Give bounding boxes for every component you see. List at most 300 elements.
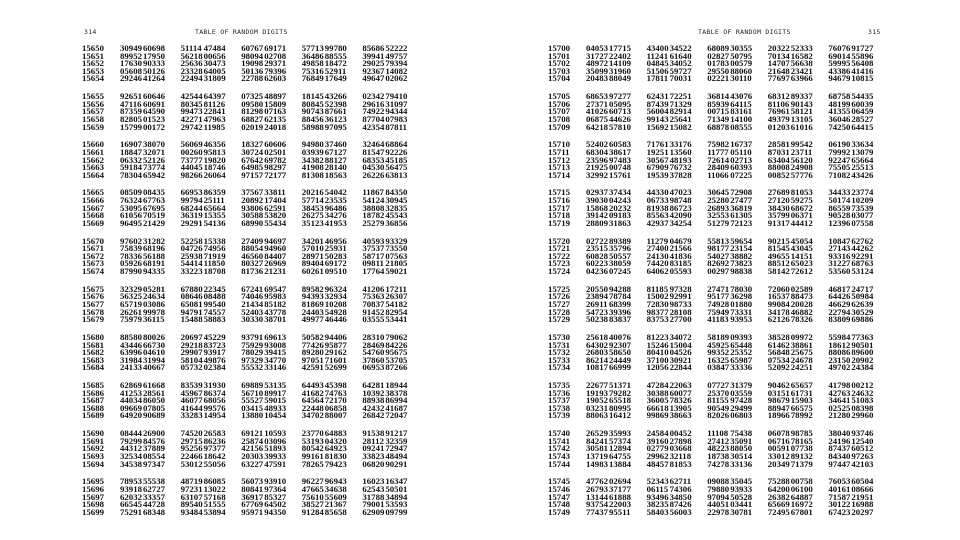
digit-group: 15799 bbox=[120, 121, 142, 132]
digit-group: 92307 bbox=[609, 339, 631, 350]
digit-group: 34254 bbox=[669, 217, 692, 228]
digit-group: 29162 bbox=[324, 347, 347, 358]
digit-group: 11108 bbox=[707, 428, 729, 439]
digit-group: 78336 bbox=[120, 250, 142, 261]
line-number: 15669 bbox=[82, 217, 104, 228]
digit-group: 69014 bbox=[828, 50, 851, 61]
digit-group: 58121 bbox=[790, 106, 813, 117]
digit-group: 29550 bbox=[707, 65, 730, 76]
digit-group: 98297 bbox=[264, 162, 287, 173]
digit-group: 87426 bbox=[669, 499, 692, 510]
line-number: 15714 bbox=[548, 169, 570, 180]
digit-group-pair bbox=[301, 217, 363, 228]
digit-group: 56408 bbox=[851, 58, 874, 69]
digit-group-pair bbox=[120, 75, 181, 83]
digit-group: 14100 bbox=[730, 113, 753, 124]
digit-group: 77363 bbox=[851, 331, 874, 342]
digit-group: 16023 bbox=[362, 476, 385, 487]
line-number: 15691 bbox=[82, 435, 104, 446]
digit-group-pair bbox=[120, 506, 181, 517]
digit-group: 28310 bbox=[362, 331, 385, 342]
digit-group: 60691 bbox=[143, 98, 165, 109]
digit-group: 03086 bbox=[143, 298, 165, 309]
digit-group: 63996 bbox=[120, 347, 142, 358]
line-number: 15731 bbox=[548, 339, 570, 350]
digit-group: 51114 bbox=[180, 43, 202, 53]
line-number: 15668 bbox=[82, 210, 104, 221]
line-number: 15720 bbox=[548, 235, 570, 246]
digit-group: 30588 bbox=[241, 210, 264, 221]
digit-group: 77426 bbox=[301, 339, 324, 350]
digit-group: 79394 bbox=[385, 58, 408, 69]
line-number: 15729 bbox=[548, 314, 570, 325]
digit-group: 43778 bbox=[264, 306, 287, 317]
digit-group: 58650 bbox=[609, 347, 631, 358]
digit-group: 54027 bbox=[707, 250, 730, 261]
digit-group: 00579 bbox=[730, 58, 753, 69]
digit-group: 30330 bbox=[241, 314, 264, 325]
line-number: 15693 bbox=[82, 451, 104, 462]
digit-group: 79396 bbox=[264, 65, 287, 76]
digit-group: 89389 bbox=[609, 235, 631, 246]
digit-group: 78029 bbox=[241, 347, 264, 358]
digit-group: 36115 bbox=[143, 314, 165, 325]
digit-group-pair bbox=[120, 169, 181, 180]
digit-group: 33811 bbox=[264, 187, 286, 198]
digit-group: 16412 bbox=[609, 410, 631, 421]
digit-group: 10209 bbox=[851, 195, 874, 206]
digit-group: 34052 bbox=[669, 58, 692, 69]
digit-group: 03847 bbox=[707, 362, 730, 373]
digit-group: 81298 bbox=[241, 106, 264, 117]
digit-group: 27898 bbox=[669, 435, 692, 446]
digit-group: 87439 bbox=[646, 98, 669, 109]
digit-group-pair bbox=[767, 506, 829, 517]
digit-group: 28469 bbox=[362, 339, 385, 350]
digit-group: 75291 bbox=[120, 506, 142, 517]
digit-group: 90743 bbox=[301, 106, 324, 117]
digit-group: 23894 bbox=[586, 291, 608, 302]
digit-group: 60583 bbox=[609, 139, 631, 150]
line-number: 15728 bbox=[548, 306, 570, 317]
digit-group: 22003 bbox=[609, 499, 631, 510]
digit-group: 70134 bbox=[767, 50, 790, 61]
digit-group: 64062 bbox=[646, 266, 669, 276]
digit-group: 49655 bbox=[767, 250, 790, 261]
row-block bbox=[82, 45, 423, 83]
digit-group: 72251 bbox=[669, 91, 692, 102]
digit-group: 07245 bbox=[609, 266, 631, 276]
digit-group: 74557 bbox=[203, 306, 226, 317]
digit-group: 37434 bbox=[609, 187, 631, 198]
digit-group: 94980 bbox=[301, 139, 324, 150]
digit-group-pair bbox=[646, 217, 708, 228]
digit-group: 60512 bbox=[851, 443, 874, 454]
digit-group: 16582 bbox=[790, 50, 813, 61]
line-number: 15660 bbox=[82, 139, 104, 150]
random-digits-table-left bbox=[82, 45, 423, 527]
digit-group-pair bbox=[586, 217, 647, 228]
digit-group: 97483 bbox=[609, 154, 631, 165]
digit-group: 11066 bbox=[707, 169, 729, 180]
digit-group: 06190 bbox=[828, 139, 851, 150]
digit-group: 35099 bbox=[586, 65, 608, 76]
digit-group: 39142 bbox=[586, 210, 608, 221]
digit-group: 73550 bbox=[385, 243, 408, 254]
digit-group: 10593 bbox=[264, 428, 287, 439]
digit-group: 10817 bbox=[586, 362, 608, 373]
digit-group: 95675 bbox=[385, 347, 408, 358]
digit-group: 98733 bbox=[669, 298, 692, 309]
digit-group: 34538 bbox=[120, 458, 142, 469]
digit-group: 56004 bbox=[646, 106, 669, 117]
digit-group: 30645 bbox=[707, 187, 730, 198]
digit-group: 45185 bbox=[385, 154, 408, 165]
digit-group: 26226 bbox=[362, 169, 385, 180]
digit-group: 63227 bbox=[241, 458, 264, 469]
digit-group: 95177 bbox=[707, 291, 730, 302]
digit-group: 48199 bbox=[828, 98, 851, 109]
digit-group: 04679 bbox=[669, 235, 692, 246]
digit-group: 68304 bbox=[586, 146, 608, 157]
digit-group: 30110 bbox=[730, 73, 752, 84]
digit-group: 63813 bbox=[385, 169, 408, 180]
digit-group: 56069 bbox=[180, 139, 203, 150]
digit-group-pair bbox=[767, 458, 829, 469]
digit-group: 26911 bbox=[586, 298, 608, 309]
digit-group: 65448 bbox=[730, 339, 753, 350]
digit-group: 55532 bbox=[241, 362, 264, 373]
digit-group: 72612 bbox=[790, 266, 813, 276]
digit-group: 62711 bbox=[669, 476, 692, 487]
digit-group: 20297 bbox=[851, 506, 874, 517]
digit-group: 82692 bbox=[707, 258, 730, 269]
digit-group: 65664 bbox=[851, 154, 874, 165]
line-number: 15706 bbox=[548, 98, 570, 109]
digit-group: 48972 bbox=[586, 58, 608, 69]
digit-group: 96227 bbox=[301, 476, 324, 487]
digit-group: 38070 bbox=[143, 139, 165, 150]
line-number: 15749 bbox=[548, 506, 570, 517]
digit-group-pair bbox=[768, 316, 829, 324]
digit-group: 94288 bbox=[609, 283, 631, 294]
digit-group: 05732 bbox=[180, 362, 203, 373]
digit-group: 81126 bbox=[203, 98, 226, 109]
digit-group-pair bbox=[647, 316, 708, 324]
digit-group: 71919 bbox=[203, 250, 226, 261]
digit-group: 93496 bbox=[646, 491, 669, 502]
digit-group: 96943 bbox=[324, 476, 347, 487]
digit-group: 61888 bbox=[609, 491, 631, 502]
line-number: 15748 bbox=[548, 499, 570, 510]
digit-group: 01203 bbox=[767, 121, 790, 132]
digit-group: 30355 bbox=[730, 43, 753, 53]
digit-group: 12540 bbox=[851, 435, 874, 446]
digit-group: 68878 bbox=[707, 121, 730, 132]
digit-group: 83753 bbox=[646, 314, 669, 325]
digit-group: 57810 bbox=[609, 121, 631, 132]
digit-group: 08509 bbox=[120, 187, 142, 198]
digit-group-pair bbox=[302, 364, 363, 372]
row-block bbox=[548, 430, 889, 468]
digit-group: 21925 bbox=[586, 162, 608, 173]
digit-group: 43400 bbox=[646, 43, 669, 53]
digit-group: 09811 bbox=[362, 258, 384, 269]
digit-group: 31379 bbox=[730, 380, 753, 391]
digit-group-pair bbox=[647, 268, 708, 276]
digit-group: 57713 bbox=[301, 43, 324, 53]
line-number: 15677 bbox=[82, 298, 104, 309]
digit-group: 26969 bbox=[264, 258, 287, 269]
digit-group: 50174 bbox=[828, 195, 851, 206]
digit-group: 26307 bbox=[385, 291, 408, 302]
digit-group: 60223 bbox=[586, 258, 608, 269]
digit-group: 41836 bbox=[669, 250, 692, 261]
digit-group-pair bbox=[181, 364, 242, 372]
digit-group: 18612 bbox=[828, 339, 851, 350]
line-number: 15674 bbox=[82, 266, 104, 276]
digit-group: 04610 bbox=[143, 347, 165, 358]
digit-group: 07805 bbox=[143, 402, 165, 413]
digit-group: 20303 bbox=[241, 451, 264, 462]
digit-group: 26529 bbox=[586, 428, 608, 439]
digit-group: 56073 bbox=[241, 476, 264, 487]
digit-group: 34178 bbox=[767, 306, 790, 317]
digit-group: 02221 bbox=[707, 73, 730, 84]
digit-group: 10208 bbox=[324, 298, 347, 309]
row-block bbox=[82, 189, 423, 227]
digit-group: 45054 bbox=[790, 235, 813, 246]
digit-group: 47484 bbox=[203, 43, 226, 53]
digit-group: 69782 bbox=[264, 154, 287, 165]
digit-group: 87437 bbox=[828, 443, 851, 454]
digit-group: 60606 bbox=[264, 139, 287, 150]
line-number: 15736 bbox=[548, 387, 570, 398]
digit-group: 04845 bbox=[646, 58, 669, 69]
digit-group-pair bbox=[707, 412, 768, 420]
digit-group: 68353 bbox=[362, 154, 385, 165]
line-number: 15707 bbox=[548, 106, 570, 117]
digit-group: 68827 bbox=[241, 113, 264, 124]
digit-group: 56003 bbox=[669, 506, 692, 517]
digit-group: 06332 bbox=[120, 154, 142, 165]
digit-group: 97094 bbox=[707, 491, 730, 502]
line-number: 15710 bbox=[548, 139, 570, 150]
digit-group: 43386 bbox=[828, 65, 851, 76]
digit-group: 16972 bbox=[790, 499, 813, 510]
digit-group: 91452 bbox=[362, 306, 385, 317]
digit-group: 56475 bbox=[385, 162, 408, 173]
digit-group: 06953 bbox=[362, 362, 385, 373]
digit-group: 48193 bbox=[669, 154, 692, 165]
digit-group: 33176 bbox=[669, 139, 692, 150]
digit-group: 28527 bbox=[851, 113, 874, 124]
digit-group: 31994 bbox=[143, 354, 165, 365]
digit-group: 22466 bbox=[180, 451, 203, 462]
digit-group: 48719 bbox=[180, 476, 203, 487]
digit-group: 25352 bbox=[730, 347, 753, 358]
digit-group: 55813 bbox=[707, 235, 730, 246]
digit-group: 22402 bbox=[609, 50, 631, 61]
digit-group: 30781 bbox=[730, 506, 753, 517]
digit-group: 94406 bbox=[324, 331, 347, 342]
digit-group-pair bbox=[241, 458, 302, 469]
digit-group: 15692 bbox=[646, 121, 669, 132]
digit-group: 05110 bbox=[730, 146, 752, 157]
digit-group: 89132 bbox=[790, 451, 813, 462]
digit-group: 95813 bbox=[203, 146, 226, 157]
digit-group: 28561 bbox=[143, 387, 165, 398]
digit-group: 99780 bbox=[324, 43, 347, 53]
digit-group: 99978 bbox=[143, 306, 165, 317]
digit-group: 52258 bbox=[180, 235, 203, 246]
digit-group: 22677 bbox=[586, 380, 608, 391]
digit-group: 68244 bbox=[180, 202, 203, 213]
line-number: 15680 bbox=[82, 331, 104, 342]
digit-group: 14983 bbox=[586, 458, 608, 469]
digit-group: 29499 bbox=[730, 402, 753, 413]
digit-group: 73777 bbox=[180, 154, 203, 165]
digit-group: 76324 bbox=[120, 195, 142, 206]
digit-group: 05281 bbox=[143, 283, 165, 294]
digit-group: 45925 bbox=[707, 339, 730, 350]
digit-group: 88938 bbox=[362, 395, 385, 406]
digit-group: 23154 bbox=[730, 243, 753, 254]
digit-group: 97347 bbox=[143, 458, 165, 469]
digit-group: 09183 bbox=[609, 210, 631, 221]
digit-group: 52343 bbox=[646, 476, 669, 487]
digit-group: 90215 bbox=[767, 235, 790, 246]
digit-group: 78165 bbox=[790, 435, 813, 446]
digit-group: 41644 bbox=[180, 402, 203, 413]
digit-group: 79282 bbox=[609, 387, 631, 398]
digit-group: 20697 bbox=[180, 331, 203, 342]
digit-group: 83837 bbox=[609, 314, 631, 325]
line-number: 15681 bbox=[82, 339, 104, 350]
digit-group: 82954 bbox=[385, 306, 408, 317]
digit-group: 58104 bbox=[180, 354, 203, 365]
digit-group: 28971 bbox=[301, 250, 324, 261]
digit-group: 23328 bbox=[180, 65, 203, 76]
digit-group-pair bbox=[362, 412, 423, 420]
digit-group: 60504 bbox=[851, 476, 874, 487]
digit-group-pair bbox=[707, 217, 768, 228]
digit-group: 72830 bbox=[646, 298, 669, 309]
digit-group: 19052 bbox=[586, 395, 608, 406]
digit-group: 13905 bbox=[669, 402, 692, 413]
digit-group: 92226 bbox=[385, 146, 408, 157]
digit-group: 72060 bbox=[767, 283, 790, 294]
line-number: 15670 bbox=[82, 235, 104, 246]
line-number: 15745 bbox=[548, 476, 570, 487]
digit-group: 34770 bbox=[264, 354, 287, 365]
digit-group: 80345 bbox=[180, 98, 203, 109]
digit-group: 39030 bbox=[586, 195, 608, 206]
line-number: 15697 bbox=[82, 491, 104, 502]
line-number: 15667 bbox=[82, 202, 104, 213]
digit-group-pair bbox=[707, 169, 768, 180]
digit-group: 34201 bbox=[301, 235, 324, 246]
digit-group: 84340 bbox=[828, 451, 851, 462]
digit-group: 34850 bbox=[669, 491, 692, 502]
digit-group: 84350 bbox=[385, 187, 408, 198]
digit-group: 42591 bbox=[301, 362, 324, 373]
digit-group: 74520 bbox=[180, 428, 203, 439]
digit-group: 20902 bbox=[851, 354, 874, 365]
digit-group: 57010 bbox=[301, 243, 324, 254]
digit-group: 75982 bbox=[707, 139, 730, 150]
digit-group: 42544 bbox=[180, 91, 203, 102]
digit-group: 69172 bbox=[324, 258, 347, 269]
digit-group: 41253 bbox=[120, 387, 142, 398]
digit-group: 93933 bbox=[730, 484, 753, 494]
digit-group: 47665 bbox=[301, 484, 324, 494]
digit-group: 76732 bbox=[669, 162, 692, 173]
digit-group: 21231 bbox=[264, 266, 287, 276]
digit-group: 23515 bbox=[586, 243, 608, 254]
digit-group-pair bbox=[647, 412, 708, 420]
digit-group: 76053 bbox=[828, 476, 851, 487]
digit-group: 87704 bbox=[362, 113, 385, 124]
digit-group: 87266 bbox=[385, 362, 408, 373]
digit-group: 21434 bbox=[241, 298, 264, 309]
digit-group: 62032 bbox=[120, 491, 142, 502]
digit-group: 58883 bbox=[203, 314, 226, 325]
digit-group: 31863 bbox=[609, 217, 631, 228]
line-number: 15702 bbox=[548, 58, 570, 69]
line-number: 15664 bbox=[82, 169, 104, 180]
line-number: 15655 bbox=[82, 91, 104, 102]
digit-group: 65023 bbox=[790, 258, 813, 269]
digit-group: 36856 bbox=[385, 217, 408, 228]
digit-group: 64564 bbox=[301, 395, 324, 406]
row-block bbox=[82, 283, 423, 325]
digit-group: 42103 bbox=[851, 458, 874, 469]
digit-group: 06733 bbox=[646, 195, 669, 206]
digit-group: 16907 bbox=[120, 139, 142, 150]
digit-group: 73823 bbox=[730, 258, 753, 269]
digit-group: 68653 bbox=[586, 91, 608, 102]
digit-group: 89917 bbox=[264, 387, 287, 398]
digit-group: 97447 bbox=[828, 458, 851, 469]
digit-group-pair bbox=[586, 75, 647, 83]
digit-group: 53560 bbox=[828, 266, 851, 276]
digit-group-pair bbox=[302, 316, 363, 324]
digit-group: 47591 bbox=[264, 458, 287, 469]
digit-group-pair bbox=[828, 364, 889, 372]
line-number: 15657 bbox=[82, 106, 104, 117]
digit-group: 02062 bbox=[385, 73, 408, 84]
line-number: 15719 bbox=[548, 217, 570, 228]
digit-group: 27689 bbox=[767, 187, 790, 198]
digit-group: 58142 bbox=[767, 266, 790, 276]
digit-group: 68864 bbox=[385, 139, 408, 150]
digit-group: 63404 bbox=[767, 154, 790, 165]
digit-group: 29907 bbox=[180, 347, 203, 358]
digit-group: 99794 bbox=[180, 195, 203, 206]
digit-group: 84226 bbox=[385, 339, 408, 350]
digit-group: 84407 bbox=[264, 250, 287, 261]
digit-group: 93008 bbox=[264, 339, 287, 350]
digit-group: 24449 bbox=[609, 354, 631, 365]
table-row bbox=[82, 316, 423, 324]
digit-group-pair bbox=[586, 506, 647, 517]
digit-group: 54928 bbox=[324, 306, 347, 317]
digit-group-pair bbox=[241, 364, 302, 372]
digit-group: 36917 bbox=[241, 491, 264, 502]
digit-group: 09393 bbox=[730, 331, 753, 342]
digit-group: 65719 bbox=[120, 298, 142, 309]
